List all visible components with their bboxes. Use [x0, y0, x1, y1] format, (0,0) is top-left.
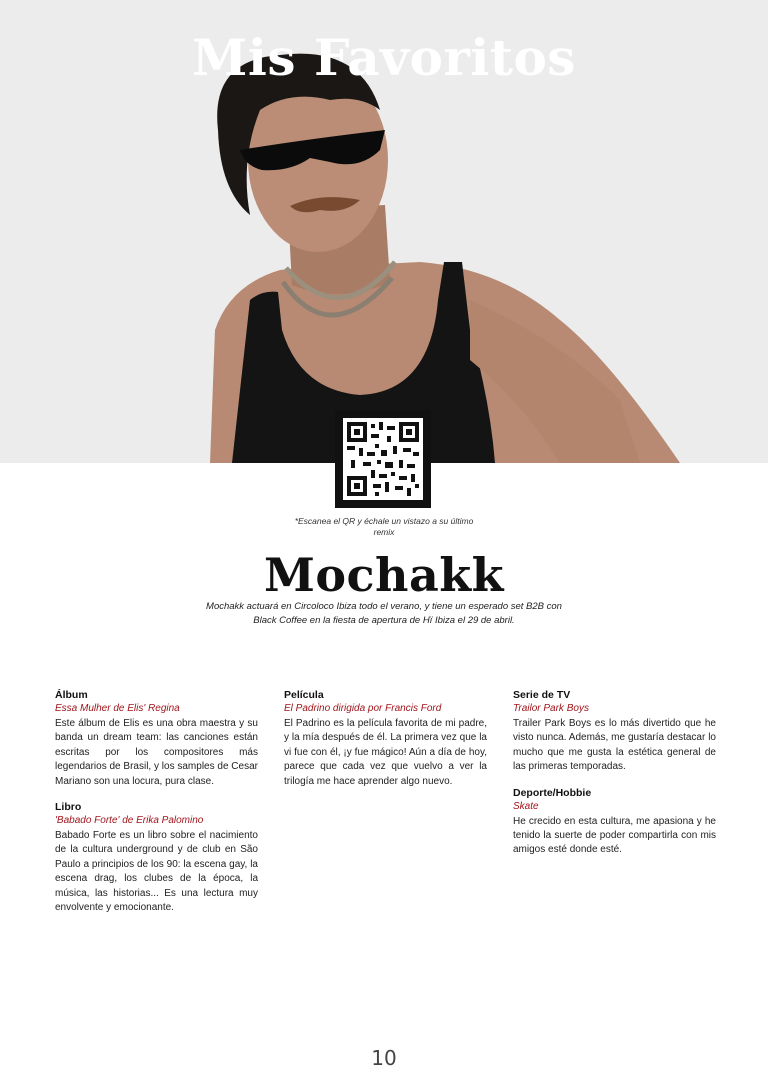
- column-middle: [284, 689, 487, 801]
- section-text: Trailer Park Boys es lo más divertido que he visto nunca. Además, me gustaría destacar lo mucho que me gusta la estética general de las primeras temporadas.: [513, 718, 716, 773]
- section-text: He crecido en esta cultura, me apasiona y he tenido la suerte de poder compartirla con mis amigos esté donde esté.: [513, 815, 716, 856]
- artist-bio: Mochakk actuará en Circoloco Ibiza todo el verano, y tiene un esperado set B2B con Black Coffee en la fiesta de apertura de Hï Ibiza el 29 de abril.: [206, 601, 562, 626]
- section-heading: Película: [284, 689, 324, 701]
- section-subtitle: Trailor Park Boys: [513, 703, 589, 714]
- section-heading: Álbum: [55, 689, 88, 701]
- section-subtitle: 'Babado Forte' de Erika Palomino: [55, 815, 204, 827]
- page-number: 10: [371, 1046, 397, 1070]
- section-libro: [55, 801, 258, 915]
- artist-name: Mochakk: [263, 548, 505, 602]
- qr-code-pattern: [347, 422, 419, 496]
- section-text: El Padrino es la película favorita de mi padre, y la mía después de él. La primera vez que la vi fue con él, ¡y fue mágico! Aún a día de hoy, parece que cada vez que vuelvo a ver la trilogía me hace aprender algo nuevo.: [284, 718, 487, 787]
- section-deporte: [513, 787, 716, 858]
- qr-code[interactable]: [335, 410, 431, 508]
- section-pelicula: [284, 689, 487, 789]
- column-left: [55, 689, 258, 927]
- column-right: [513, 689, 716, 870]
- section-album: [55, 689, 258, 789]
- section-subtitle: Skate: [513, 800, 539, 812]
- section-heading: Deporte/Hobbie: [513, 786, 592, 799]
- section-subtitle: Essa Mulher de Elis' Regina: [55, 703, 180, 714]
- section-heading: Serie de TV: [513, 689, 571, 701]
- page-title: Mis Favoritos: [192, 28, 576, 87]
- section-text: Este álbum de Elis es una obra maestra y su banda un dream team: las canciones están escritas por los compositores más legendarios de Brasil, y los samples de Cesar Mariano son una locura, pura clase.: [55, 718, 258, 787]
- section-subtitle: El Padrino dirigida por Francis Ford: [284, 703, 442, 714]
- qr-caption: *Escanea el QR y échale un vistazo a su último remix: [294, 516, 474, 537]
- section-heading: Libro: [55, 801, 82, 814]
- section-serie: [513, 689, 716, 775]
- section-text: Babado Forte es un libro sobre el nacimiento de la cultura underground y de club en São Paulo a principios de los 90: la escena gay, la escena drag, los clubes de la época, la música, las historias... Es una lectura muy envolvente y emocionante.: [55, 830, 258, 914]
